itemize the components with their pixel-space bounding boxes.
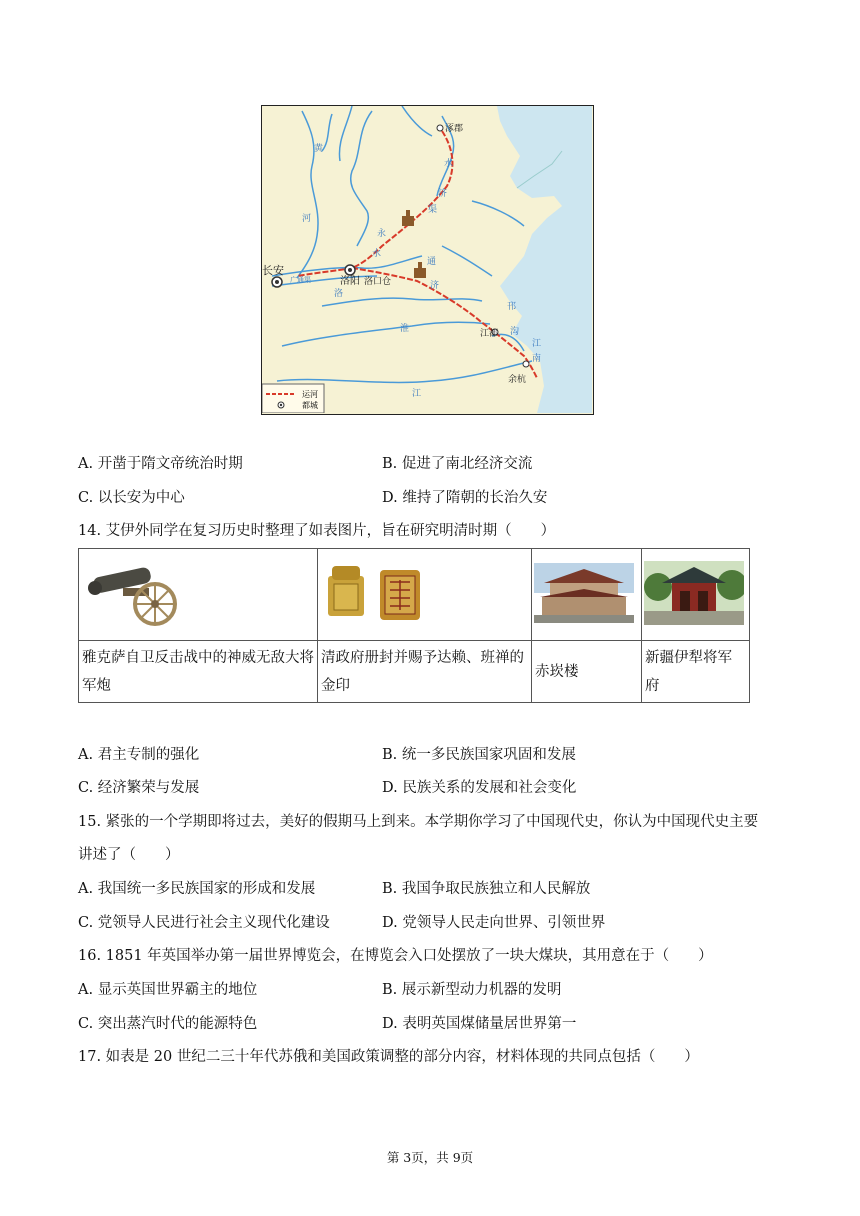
q15-option-b: B. 我国争取民族独立和人民解放	[382, 881, 591, 897]
label-ji-2: 济	[430, 280, 440, 290]
cell-chikan-tower-image	[532, 549, 642, 641]
q13-option-d: D. 维持了隋朝的长治久安	[382, 490, 548, 506]
q16-stem: 16. 1851 年英国举办第一届世界博览会，在博览会入口处摆放了一块大煤块，其用意在于（ ）	[78, 948, 713, 964]
label-yong: 永	[377, 228, 387, 238]
label-han: 邗	[507, 301, 517, 311]
granary-icon	[402, 210, 426, 278]
label-qu: 渠	[428, 204, 438, 214]
cell-cannon-image	[79, 549, 318, 641]
q14-image-table	[78, 548, 750, 703]
label-jiang-2: 江	[412, 388, 422, 398]
cell-seal-text: 清政府册封并赐予达赖、班禅的金印	[318, 641, 532, 703]
q14-option-b: B. 统一多民族国家巩固和发展	[382, 747, 576, 763]
yuhang-marker-icon	[523, 361, 529, 367]
cell-ili-general-mansion-image	[642, 549, 750, 641]
cell-cannon-text: 雅克萨自卫反击战中的神威无敌大将军炮	[79, 641, 318, 703]
map-legend	[262, 384, 324, 413]
q14-option-c: C. 经济繁荣与发展	[78, 780, 200, 796]
rivers	[272, 106, 532, 382]
label-ji: 济	[438, 188, 448, 198]
label-tong: 通	[427, 256, 437, 266]
label-luo: 洛	[334, 288, 344, 298]
label-shui-1: 水	[444, 158, 454, 168]
q16-option-a: A. 显示英国世界霸主的地位	[78, 982, 258, 998]
sea	[497, 106, 592, 413]
q14-option-d: D. 民族关系的发展和社会变化	[382, 780, 577, 796]
cell-chikan-text: 赤崁楼	[532, 641, 642, 703]
cell-ili-text: 新疆伊犁将军府	[642, 641, 750, 703]
q14-stem: 14. 艾伊外同学在复习历史时整理了如表图片，旨在研究明清时期（ ）	[78, 523, 556, 539]
q16-option-c: C. 突出蒸汽时代的能源特色	[78, 1016, 258, 1032]
page-footer: 第 3页，共 9页	[386, 1150, 474, 1165]
zhuojun-marker-icon	[437, 125, 443, 131]
legend-capital-label: 都城	[302, 401, 318, 410]
label-jiang: 江	[532, 338, 542, 348]
label-luoyang: 洛阳	[340, 276, 360, 287]
label-yuhang: 余杭	[508, 374, 527, 384]
label-huai: 淮	[400, 323, 410, 333]
label-changan: 长安	[262, 265, 284, 277]
q13-option-a: A. 开凿于隋文帝统治时期	[78, 456, 243, 472]
label-shui-2: 水	[372, 248, 382, 258]
q17-stem: 17. 如表是 20 世纪二三十年代苏俄和美国政策调整的部分内容，材料体现的共同点包括（ ）	[78, 1049, 699, 1065]
q13-option-b: B. 促进了南北经济交流	[382, 456, 533, 472]
label-nan: 南	[532, 353, 542, 363]
grand-canal-map	[261, 105, 594, 415]
ili-mansion-image	[644, 561, 744, 625]
golden-seal-image	[322, 558, 432, 628]
cannon-image	[83, 558, 183, 628]
label-luokoucang: 洛口仓	[364, 276, 392, 286]
label-huang: 黄	[314, 143, 324, 153]
q16-option-d: D. 表明英国煤储量居世界第一	[382, 1016, 577, 1032]
cell-golden-seal-image	[318, 549, 532, 641]
q15-option-a: A. 我国统一多民族国家的形成和发展	[78, 881, 316, 897]
label-he: 河	[302, 213, 312, 223]
label-jiangdu: 江都	[480, 328, 499, 338]
q13-option-c: C. 以长安为中心	[78, 490, 185, 506]
chikan-tower-image	[534, 563, 634, 623]
q16-option-b: B. 展示新型动力机器的发明	[382, 982, 562, 998]
q15-stem-line2: 讲述了（ ）	[78, 847, 180, 863]
label-zhuojun: 涿郡	[445, 123, 464, 133]
label-gou: 沟	[510, 326, 520, 336]
label-guangtong: 广通渠	[290, 277, 311, 284]
q15-option-d: D. 党领导人民走向世界、引领世界	[382, 915, 606, 931]
q15-option-c: C. 党领导人民进行社会主义现代化建设	[78, 915, 330, 931]
q14-option-a: A. 君主专制的强化	[78, 747, 200, 763]
legend-canal-label: 运河	[302, 390, 318, 399]
q15-stem-line1: 15. 紧张的一个学期即将过去，美好的假期马上到来。本学期你学习了中国现代史，你认为中国现代史主要	[78, 814, 759, 830]
map-svg	[262, 106, 592, 413]
